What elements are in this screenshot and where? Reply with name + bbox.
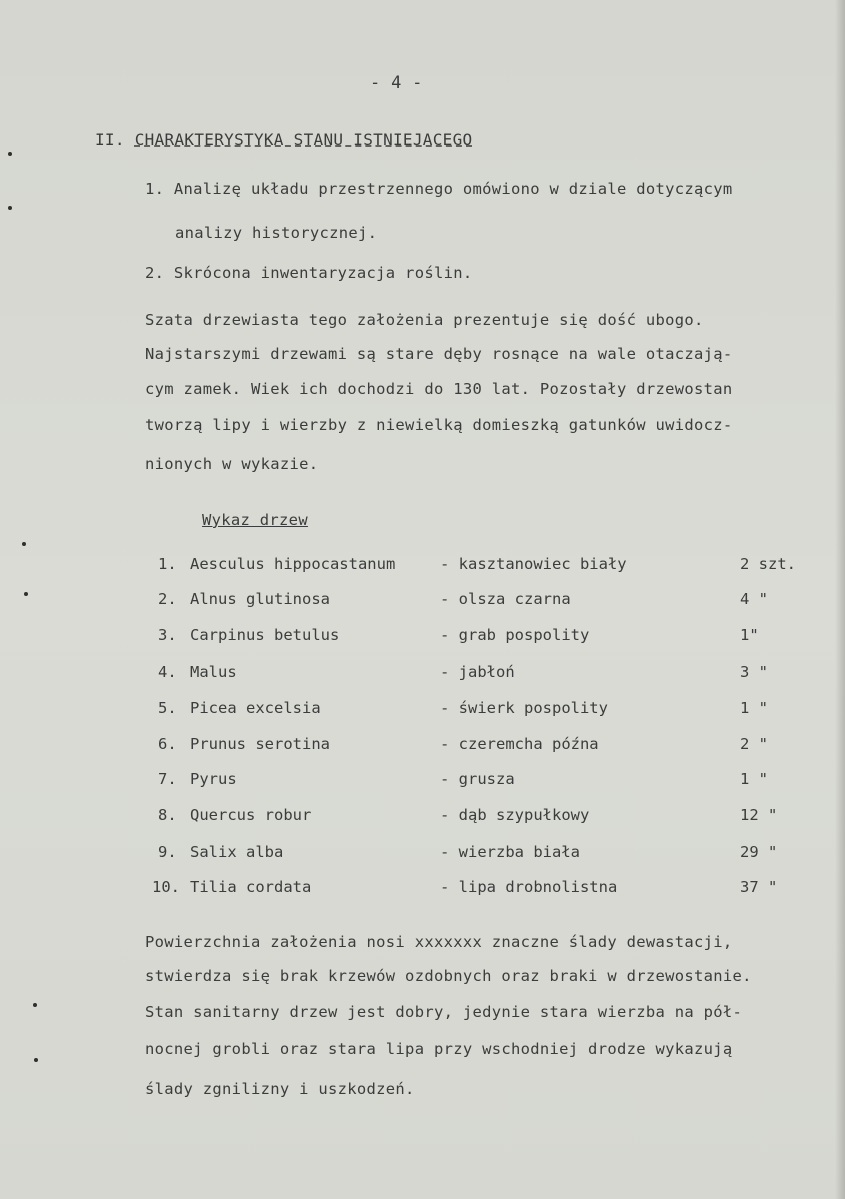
tree-row: [0, 770, 845, 800]
tree-row-count: 29 ": [740, 843, 778, 861]
tree-row-number: 1.: [158, 555, 177, 573]
tree-row-count: 4 ": [740, 590, 768, 608]
tree-row-count: 2 szt.: [740, 555, 796, 573]
tree-row-count: 2 ": [740, 735, 768, 753]
paragraph2-line: stwierdza się brak krzewów ozdobnych oraz braki w drzewostanie.: [145, 967, 752, 985]
tree-row-polish: - jabłoń: [440, 663, 515, 681]
tree-row-number: 2.: [158, 590, 177, 608]
tree-row-latin: Pyrus: [190, 770, 237, 788]
paragraph1-line: tworzą lipy i wierzby z niewielką domieszką gatunków uwidocz-: [145, 416, 733, 434]
tree-row-polish: - wierzba biała: [440, 843, 580, 861]
tree-row-polish: - dąb szypułkowy: [440, 806, 590, 824]
tree-row-number: 9.: [158, 843, 177, 861]
tree-row-polish: - czeremcha późna: [440, 735, 599, 753]
margin-mark: [34, 1058, 38, 1062]
tree-row-polish: - lipa drobnolistna: [440, 878, 618, 896]
tree-row-polish: - kasztanowiec biały: [440, 555, 627, 573]
margin-mark: [33, 1003, 37, 1007]
tree-row: [0, 626, 845, 656]
tree-row-number: 5.: [158, 699, 177, 717]
item1-line2: analizy historycznej.: [175, 224, 378, 242]
tree-row-number: 8.: [158, 806, 177, 824]
tree-row-latin: Tilia cordata: [190, 878, 312, 896]
tree-row: [0, 878, 845, 908]
paragraph2-line: Powierzchnia założenia nosi xxxxxxx znaczne ślady dewastacji,: [145, 933, 733, 951]
item1-line1: 1. Analizę układu przestrzennego omówiono w dziale dotyczącym: [145, 180, 733, 198]
tree-row: [0, 806, 845, 836]
section-heading-prefix: II.: [95, 130, 125, 149]
tree-row-polish: - olsza czarna: [440, 590, 571, 608]
tree-row-polish: - grusza: [440, 770, 515, 788]
tree-row-count: 1 ": [740, 770, 768, 788]
margin-mark: [22, 542, 26, 546]
tree-row-number: 7.: [158, 770, 177, 788]
tree-row-count: 3 ": [740, 663, 768, 681]
item2: 2. Skrócona inwentaryzacja roślin.: [145, 264, 473, 282]
tree-row-count: 12 ": [740, 806, 778, 824]
paragraph2-line: ślady zgnilizny i uszkodzeń.: [145, 1080, 415, 1098]
tree-row: [0, 555, 845, 585]
tree-row-latin: Malus: [190, 663, 237, 681]
tree-row-number: 4.: [158, 663, 177, 681]
tree-row: [0, 843, 845, 873]
tree-row-latin: Salix alba: [190, 843, 284, 861]
tree-row-count: 1 ": [740, 699, 768, 717]
margin-mark: [8, 206, 12, 210]
paragraph1-line: cym zamek. Wiek ich dochodzi do 130 lat. Pozostały drzewostan: [145, 380, 733, 398]
tree-row-latin: Carpinus betulus: [190, 626, 340, 644]
paragraph1-line: Szata drzewiasta tego założenia prezentuje się dość ubogo.: [145, 311, 704, 329]
tree-list-title: Wykaz drzew: [202, 511, 308, 529]
section-heading: [95, 130, 472, 149]
section-heading-title: CHARAKTERYSTYKA STANU ISTNIEJACEGO: [134, 130, 473, 149]
tree-row: [0, 735, 845, 765]
tree-row-count: 37 ": [740, 878, 778, 896]
tree-row-latin: Aesculus hippocastanum: [190, 555, 396, 573]
tree-row: [0, 590, 845, 620]
tree-row-latin: Picea excelsia: [190, 699, 321, 717]
tree-row-latin: Quercus robur: [190, 806, 312, 824]
tree-row-polish: - świerk pospolity: [440, 699, 608, 717]
tree-row-number: 10.: [152, 878, 180, 896]
paragraph2-line: Stan sanitarny drzew jest dobry, jedynie stara wierzba na pół-: [145, 1003, 743, 1021]
paragraph1-line: nionych w wykazie.: [145, 455, 319, 473]
tree-row-latin: Prunus serotina: [190, 735, 330, 753]
tree-row-count: 1": [740, 626, 759, 644]
page-number: - 4 -: [370, 73, 423, 93]
paragraph1-line: Najstarszymi drzewami są stare dęby rosnące na wale otaczają-: [145, 345, 733, 363]
tree-row: [0, 699, 845, 729]
tree-row: [0, 663, 845, 693]
tree-row-latin: Alnus glutinosa: [190, 590, 330, 608]
paragraph2-line: nocnej grobli oraz stara lipa przy wschodniej drodze wykazują: [145, 1040, 733, 1058]
margin-mark: [8, 152, 12, 156]
tree-row-polish: - grab pospolity: [440, 626, 590, 644]
tree-row-number: 6.: [158, 735, 177, 753]
tree-row-number: 3.: [158, 626, 177, 644]
